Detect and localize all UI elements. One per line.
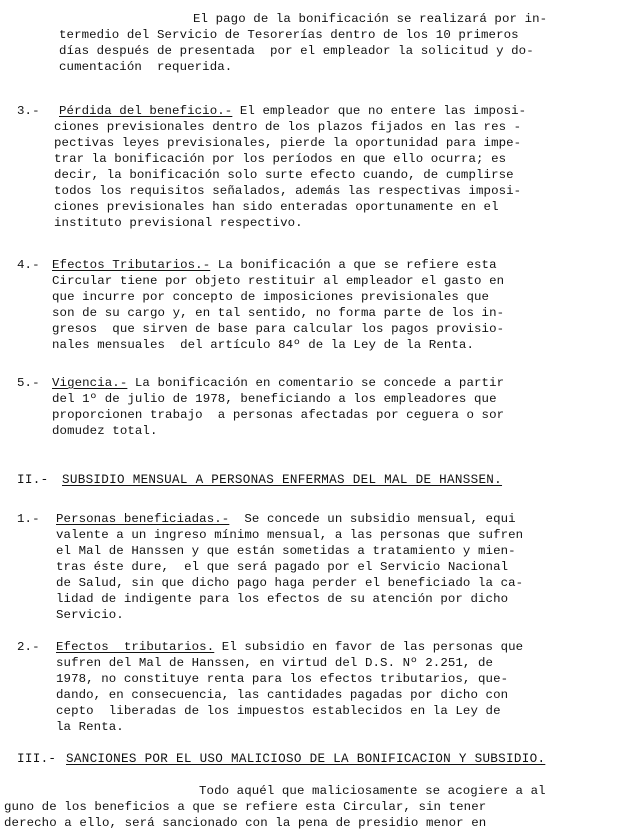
item4-line-2: Circular tiene por objeto restituir al empleador el gasto en <box>52 274 505 288</box>
item5-line-3: proporcionen trabajo a personas afectadas por ceguera o sor <box>52 408 505 422</box>
s2item1-line-4: tras éste dure, el que será pagado por el Servicio Nacional <box>56 560 509 574</box>
item3-line-2: ciones previsionales dentro de los plazos fijados en las res - <box>54 120 522 134</box>
item3-line-4: trar la bonificación por los períodos en que ello ocurra; es <box>54 152 507 166</box>
s2item2-line-6: la Renta. <box>56 720 124 734</box>
item5-line-1: La bonificación en comentario se concede a partir <box>127 376 505 390</box>
item3-line-1: El empleador que no entere las imposi- <box>232 104 527 118</box>
s2item2-line-5: cepto liberadas de los impuestos establecidos en la Ley de <box>56 704 501 718</box>
item3-line-7: ciones previsionales han sido enteradas oportunamente en el <box>54 200 499 214</box>
s2item2-first-line <box>56 640 523 656</box>
item3-line-6: todos los requisitos señalados, además las respectivas imposi- <box>54 184 522 198</box>
item4-line-1: La bonificación a que se refiere esta <box>210 258 497 272</box>
item4-line-4: son de su cargo y, en tal sentido, no forma parte de los in- <box>52 306 505 320</box>
s2item1-line-6: lidad de indigente para los efectos de su atención por dicho <box>56 592 509 606</box>
item4-first-line <box>52 258 497 274</box>
section2-title: SUBSIDIO MENSUAL A PERSONAS ENFERMAS DEL MAL DE HANSSEN. <box>62 473 503 487</box>
s2item1-line-1: Se concede un subsidio mensual, equi <box>229 512 516 526</box>
item5-first-line <box>52 376 504 392</box>
s2item2-line-4: dando, en consecuencia, las cantidades pagadas por dicho con <box>56 688 509 702</box>
s2item1-first-line <box>56 512 516 528</box>
s2item2-line-1: El subsidio en favor de las personas que <box>214 640 524 654</box>
s2item2-number: 2.- <box>17 640 40 654</box>
closing-line-2: guno de los beneficios a que se refiere esta Circular, sin tener <box>4 800 487 814</box>
item4-title: Efectos Tributarios.- <box>52 258 211 272</box>
s2item1-line-3: el Mal de Hanssen y que están sometidas a tratamiento y mien- <box>56 544 516 558</box>
item5-line-2: del 1º de julio de 1978, beneficiando a los empleadores que <box>52 392 497 406</box>
item5-number: 5.- <box>17 376 40 390</box>
section3-number: III.- <box>17 752 57 766</box>
s2item1-line-7: Servicio. <box>56 608 124 622</box>
s2item2-title: Efectos tributarios. <box>56 640 215 654</box>
intro-line-2: termedio del Servicio de Tesorerías dentro de los 10 primeros <box>59 28 519 42</box>
closing-line-3: derecho a ello, será sancionado con la pena de presidio menor en <box>4 816 487 830</box>
section2-number: II.- <box>17 473 49 487</box>
item4-number: 4.- <box>17 258 40 272</box>
s2item1-number: 1.- <box>17 512 40 526</box>
s2item1-line-2: valente a un ingreso mínimo mensual, a las personas que sufren <box>56 528 524 542</box>
item3-line-5: decir, la bonificación solo surte efecto cuando, de cumplirse <box>54 168 514 182</box>
section3-title: SANCIONES POR EL USO MALICIOSO DE LA BONIFICACION Y SUBSIDIO. <box>66 752 546 766</box>
item4-line-3: que incurre por concepto de imposiciones previsionales que <box>52 290 490 304</box>
item3-first-line <box>59 104 526 120</box>
s2item2-line-2: sufren del Mal de Hanssen, en virtud del D.S. Nº 2.251, de <box>56 656 494 670</box>
item3-line-8: instituto previsional respectivo. <box>54 216 303 230</box>
s2item1-line-5: de Salud, sin que dicho pago haga perder el beneficiado la ca- <box>56 576 524 590</box>
item4-line-5: gresos que sirven de base para calcular los pagos provisio- <box>52 322 505 336</box>
item3-line-3: pectivas leyes previsionales, pierde la oportunidad para impe- <box>54 136 522 150</box>
item3-title: Pérdida del beneficio.- <box>59 104 233 118</box>
closing-line-1: Todo aquél que maliciosamente se acogiere a al <box>199 784 546 798</box>
item3-number: 3.- <box>17 104 40 118</box>
item5-line-4: domudez total. <box>52 424 158 438</box>
intro-line-4: cumentación requerida. <box>59 60 233 74</box>
intro-line-3: días después de presentada por el empleador la solicitud y do- <box>59 44 534 58</box>
item4-line-6: nales mensuales del artículo 84º de la Ley de la Renta. <box>52 338 474 352</box>
intro-line-1: El pago de la bonificación se realizará por in- <box>193 12 548 26</box>
s2item1-title: Personas beneficiadas.- <box>56 512 230 526</box>
item5-title: Vigencia.- <box>52 376 128 390</box>
s2item2-line-3: 1978, no constituye renta para los efectos tributarios, que- <box>56 672 509 686</box>
